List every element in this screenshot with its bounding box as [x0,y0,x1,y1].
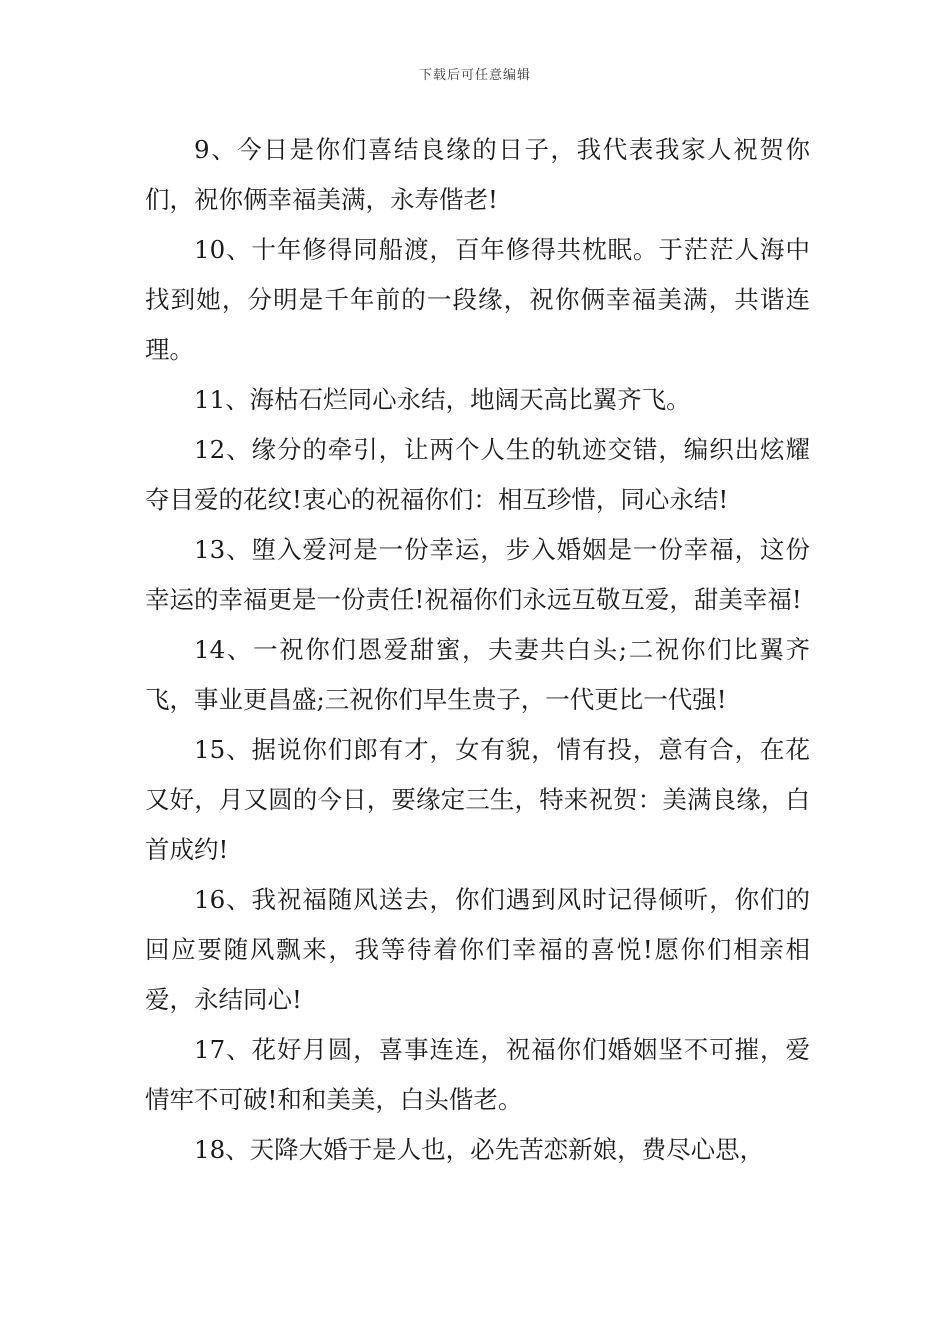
paragraph-13: 13、堕入爱河是一份幸运，步入婚姻是一份幸福，这份幸运的幸福更是一份责任!祝福你们永远互敬互爱，甜美幸福! [145,535,810,614]
paragraph-12: 12、缘分的牵引，让两个人生的轨迹交错，编织出炫耀夺目爱的花纹!衷心的祝福你们：相互珍惜，同心永结! [145,435,810,514]
paragraph-9: 9、今日是你们喜结良缘的日子，我代表我家人祝贺你们，祝你俩幸福美满，永寿偕老! [145,135,810,214]
paragraph-14: 14、一祝你们恩爱甜蜜，夫妻共白头;二祝你们比翼齐飞，事业更昌盛;三祝你们早生贵子，一代更比一代强! [145,635,810,714]
paragraph-17: 17、花好月圆，喜事连连，祝福你们婚姻坚不可摧，爱情牢不可破!和和美美，白头偕老。 [145,1035,810,1114]
paragraph-11: 11、海枯石烂同心永结，地阔天高比翼齐飞。 [194,385,691,414]
paragraph-10: 10、十年修得同船渡，百年修得共枕眠。于茫茫人海中找到她，分明是千年前的一段缘，祝你俩幸福美满，共谐连理。 [145,235,810,364]
paragraph-16: 16、我祝福随风送去，你们遇到风时记得倾听，你们的回应要随风飘来，我等待着你们幸福的喜悦!愿你们相亲相爱，永结同心! [145,885,810,1014]
paragraph-18: 18、天降大婚于是人也，必先苦恋新娘，费尽心思， [194,1135,765,1164]
paragraph-15: 15、据说你们郎有才，女有貌，情有投，意有合，在花又好，月又圆的今日，要缘定三生，特来祝贺：美满良缘，白首成约! [145,735,810,864]
page-header: 下载后可任意编辑 [418,68,531,83]
document-body [145,125,810,1175]
